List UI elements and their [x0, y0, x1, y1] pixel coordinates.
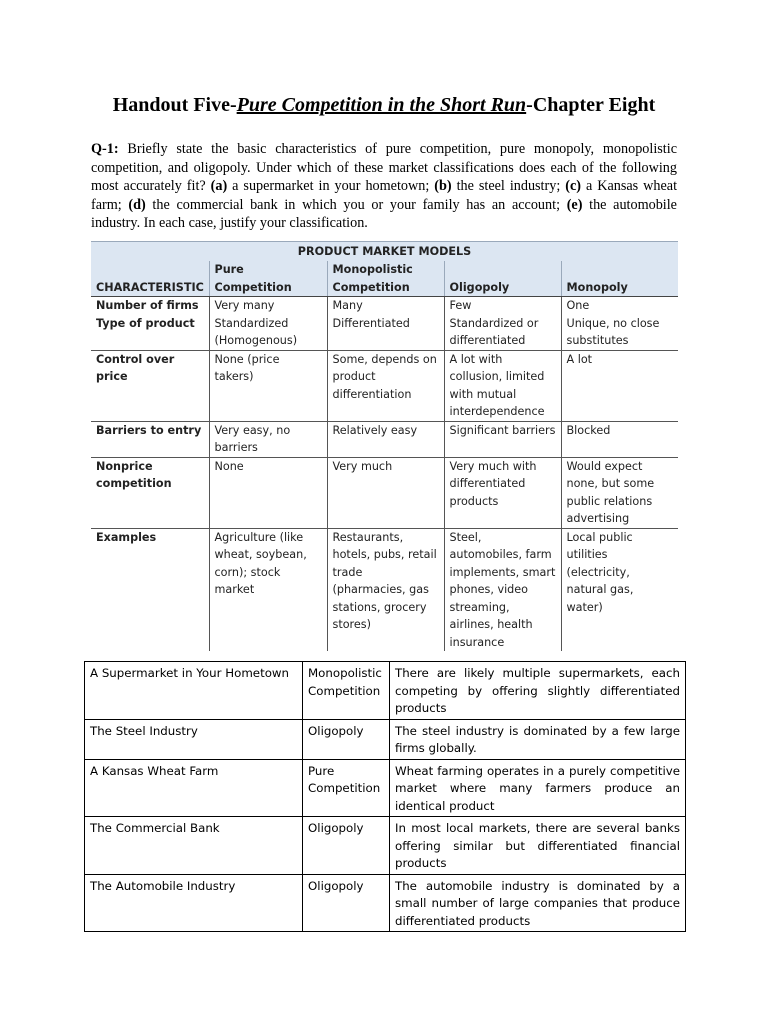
part-b-text: the steel industry;: [451, 178, 566, 194]
market-name: A Kansas Wheat Farm: [85, 759, 303, 817]
table-cell: Blocked: [561, 421, 678, 457]
column-header: Pure Competition: [209, 261, 327, 297]
market-classification: Pure Competition: [303, 759, 390, 817]
table-cell: Relatively easy: [327, 421, 444, 457]
row-characteristic: Barriers to entry: [91, 421, 209, 457]
table-cell: Restaurants, hotels, pubs, retail trade (pharmacies, gas stations, grocery stores): [327, 528, 444, 651]
table-cell: Significant barriers: [444, 421, 561, 457]
column-header: CHARACTERISTIC: [91, 261, 209, 297]
table-row: [91, 350, 678, 421]
title-emphasis: Pure Competition in the Short Run: [236, 94, 527, 116]
table-cell: Some, depends on product differentiation: [327, 350, 444, 421]
part-d-text: the commercial bank in which you or your family has an account;: [145, 196, 567, 213]
table-row: [91, 457, 678, 528]
table-banner: PRODUCT MARKET MODELS: [91, 242, 678, 262]
question-text: Briefly state the basic characteristics of pure competition, pure monopoly, monopolistic competition, and oligopoly. Under which of these market classifications does each of the following most accurately fit?: [91, 141, 677, 194]
table-cell: Agriculture (like wheat, soybean, corn); stock market: [209, 528, 327, 651]
table-cell: Unique, no close substitutes: [561, 315, 678, 351]
market-name: The Steel Industry: [85, 719, 303, 759]
table-row: [91, 528, 678, 651]
table-cell: Differentiated: [327, 315, 444, 351]
table-row: [91, 315, 678, 351]
table-row: [85, 662, 686, 720]
table-cell: None: [209, 457, 327, 528]
table-cell: Local public utilities (electricity, natural gas, water): [561, 528, 678, 651]
market-classification: Oligopoly: [303, 874, 390, 932]
row-characteristic: Examples: [91, 528, 209, 651]
page-title: [0, 92, 768, 118]
market-classification: Oligopoly: [303, 719, 390, 759]
table-cell: Very much with differentiated products: [444, 457, 561, 528]
column-header: Oligopoly: [444, 261, 561, 297]
part-e-label: (e): [566, 196, 583, 213]
row-characteristic: Control over price: [91, 350, 209, 421]
table-cell: Very many: [209, 297, 327, 315]
table-row: [85, 719, 686, 759]
table-cell: Very easy, no barriers: [209, 421, 327, 457]
table-row: [91, 421, 678, 457]
part-e-text: the automobile industry. In each case, justify your classification.: [91, 196, 677, 231]
question-paragraph: [91, 140, 677, 233]
market-name: A Supermarket in Your Hometown: [85, 662, 303, 720]
column-header: Monopolistic Competition: [327, 261, 444, 297]
table-cell: Many: [327, 297, 444, 315]
table-row: [85, 759, 686, 817]
row-characteristic: Type of product: [96, 316, 195, 330]
table-cell: Standardized or differentiated: [444, 315, 561, 351]
row-characteristic: Number of firms: [96, 299, 199, 312]
part-d-label: (d): [128, 196, 146, 213]
row-characteristic: Nonprice competition: [91, 457, 209, 528]
part-c-text: a Kansas wheat farm;: [91, 178, 678, 213]
title-prefix: Handout Five-: [112, 94, 237, 116]
table-row: [91, 297, 678, 315]
table-cell: A lot with collusion, limited with mutual interdependence: [444, 350, 561, 421]
table-cell: None (price takers): [209, 350, 327, 421]
table-cell: Steel, automobiles, farm implements, smart phones, video streaming, airlines, health insurance: [444, 528, 561, 651]
table-cell: Very much: [327, 457, 444, 528]
table-row: [85, 874, 686, 932]
market-name: The Automobile Industry: [85, 874, 303, 932]
market-classification: Monopolistic Competition: [303, 662, 390, 720]
title-suffix: -Chapter Eight: [526, 94, 656, 116]
part-c-label: (c): [565, 178, 581, 194]
classification-justification: Wheat farming operates in a purely competitive market where many farmers produce an identical product: [390, 759, 686, 817]
question-label: Q-1:: [91, 141, 119, 157]
classification-justification: The steel industry is dominated by a few large firms globally.: [390, 719, 686, 759]
classification-justification: In most local markets, there are several banks offering similar but differentiated financial products: [390, 817, 686, 875]
table-cell: One: [561, 297, 678, 315]
part-a-text: a supermarket in your hometown;: [227, 178, 435, 194]
part-b-label: (b): [434, 178, 452, 194]
table-cell: Few: [444, 297, 561, 315]
table-cell: A lot: [561, 350, 678, 421]
classification-table: [84, 661, 686, 932]
table-cell: Would expect none, but some public relations advertising: [561, 457, 678, 528]
table-row: [85, 817, 686, 875]
part-a-label: (a): [210, 178, 228, 194]
product-market-models-table: [91, 241, 678, 651]
table-cell: Standardized (Homogenous): [209, 315, 327, 351]
market-classification: Oligopoly: [303, 817, 390, 875]
market-name: The Commercial Bank: [85, 817, 303, 875]
column-header: Monopoly: [561, 261, 678, 297]
classification-justification: The automobile industry is dominated by a small number of large companies that produce differentiated products: [390, 874, 686, 932]
classification-justification: There are likely multiple supermarkets, each competing by offering slightly differentiated products: [390, 662, 686, 720]
